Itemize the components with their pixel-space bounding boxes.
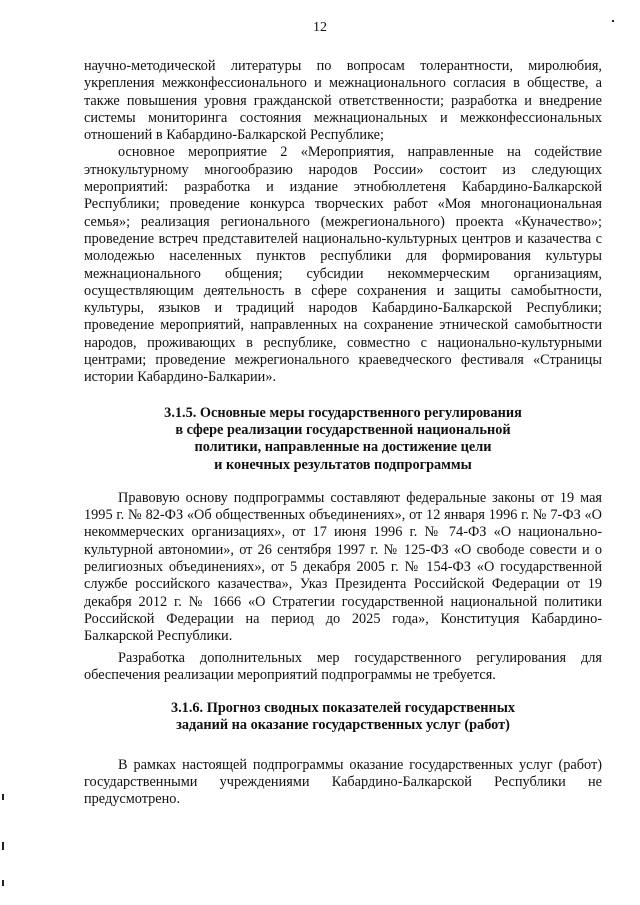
section-heading-3-1-5 — [84, 405, 602, 474]
paragraph-legal-basis: Правовую основу подпрограммы составляют федеральные законы от 19 мая 1995 г. № 82-ФЗ «Об общественных объединениях», от 12 января 1996 г. № 7-ФЗ «О некоммерческих организациях», от 17 июня 1996 г. № 74-ФЗ «О национально-культурной автономии», от 26 сентября 1997 г. № 125-ФЗ «О свободе совести и о религиозных объединениях», от 5 декабря 2005 г. № 154-ФЗ «О государственной службе российского казачества», Указ Президента Российской Федерации от 19 декабря 2012 г. № 1666 «О Стратегии государственной национальной политики Российской Федерации на период до 2025 года», Конституция Кабардино-Балкарской Республики. — [84, 489, 602, 645]
heading-line: 3.1.5. Основные меры государственного регулирования — [164, 404, 522, 421]
heading-line: заданий на оказание государственных услуг (работ) — [176, 717, 510, 734]
paragraph-main-activity-2: основное мероприятие 2 «Мероприятия, направленные на содействие этнокультурному многообразию народов России» состоит из следующих мероприятий: разработка и издание этнобюллетеня Кабардино-Балкарской Республики; проведение конкурса творческих работ «Моя многонациональная семья»; реализация регионального (межрегионального) проекта «Куначество»; проведение встреч представителей национально-культурных центров и казачества с молодежью населенных пунктов республики для формирования культуры межнационального общения; субсидии некоммерческим организациям, осуществляющим деятельность в сфере сохранения и защиты самобытности, культуры, языков и традиций народов Кабардино-Балкарской Республики; проведение мероприятий, направленных на сохранение этнической самобытности народов, проживающих в республике, совместно с национально-культурными центрами; проведение межрегионального краеведческого фестиваля «Страницы истории Кабардино-Балкарии». — [84, 144, 602, 386]
scan-speck — [2, 880, 4, 886]
paragraph-additional-measures: Разработка дополнительных мер государственного регулирования для обеспечения реализации мероприятий подпрограммы не требуется. — [84, 649, 602, 683]
page-number: 12 — [313, 20, 327, 35]
heading-line: и конечных результатов подпрограммы — [214, 456, 472, 473]
scan-speck — [612, 20, 614, 22]
scan-speck — [2, 794, 4, 800]
heading-line: в сфере реализации государственной национальной — [175, 421, 511, 438]
document-body — [84, 58, 602, 809]
heading-line: 3.1.6. Прогноз сводных показателей государственных — [170, 700, 516, 717]
heading-line: политики, направленные на достижение цели — [194, 439, 492, 456]
section-heading-3-1-6 — [84, 700, 602, 735]
scan-speck — [2, 842, 4, 850]
paragraph-continuation: научно-методической литературы по вопросам толерантности, миролюбия, укрепления межконфессионального и межнационального согласия в обществе, а также повышения уровня гражданской ответственности; разработка и внедрение системы мониторинга состояния межнациональных и межконфессиональных отношений в Кабардино-Балкарской Республике; — [84, 58, 602, 144]
paragraph-state-services: В рамках настоящей подпрограммы оказание государственных услуг (работ) государственными учреждениями Кабардино-Балкарской Республики не предусмотрено. — [84, 756, 602, 808]
